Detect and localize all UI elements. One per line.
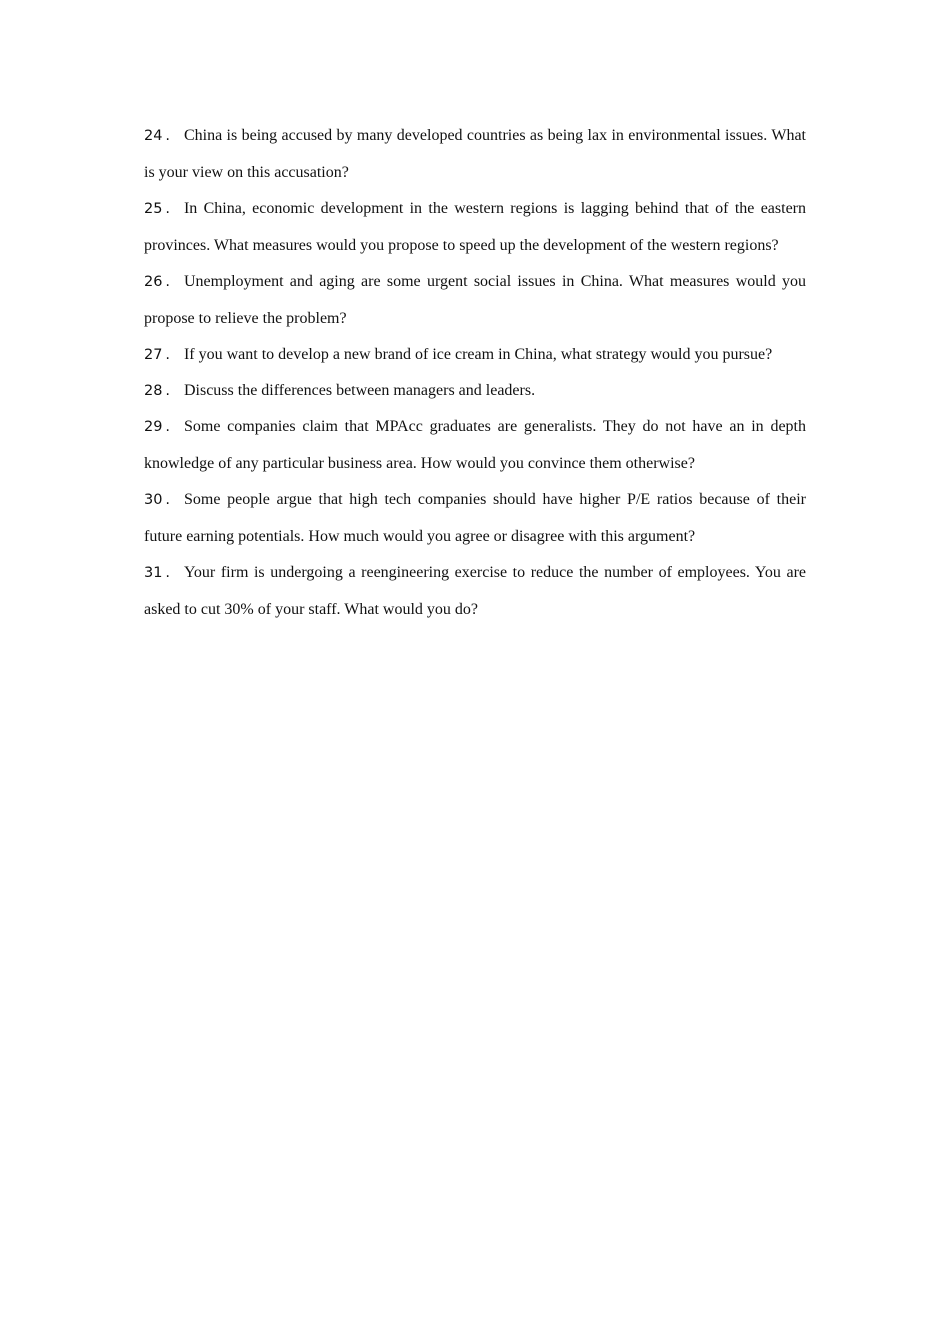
question-text: Discuss the differences between managers and leaders. [183,382,536,399]
question-text: Some companies claim that MPAcc graduates are generalists. They do not have an in depth knowledge of any particular business area. How would you convince them otherwise? [144,418,806,472]
question-text: China is being accused by many developed countries as being lax in environmental issues. What is your view on this accusation? [144,127,806,181]
question-number: 25 . [144,201,170,217]
question-number: 29 . [144,419,170,435]
question-text: Your firm is undergoing a reengineering exercise to reduce the number of employees. You are asked to cut 30% of your staff. What would you do? [144,564,806,618]
question-item [144,409,806,482]
question-item [144,373,806,409]
question-text: In China, economic development in the western regions is lagging behind that of the eastern provinces. What measures would you propose to speed up the development of the western regions? [144,200,806,254]
question-item [144,118,806,191]
question-number: 31 . [144,565,170,581]
question-item [144,555,806,628]
question-number: 28 . [144,383,170,399]
question-number: 26 . [144,274,170,290]
question-item [144,482,806,555]
question-text: Unemployment and aging are some urgent social issues in China. What measures would you propose to relieve the problem? [144,273,806,327]
question-text: If you want to develop a new brand of ice cream in China, what strategy would you pursue? [183,346,773,363]
question-item [144,191,806,264]
question-number: 30 . [144,492,170,508]
question-item [144,337,806,373]
question-number: 27 . [144,347,170,363]
question-number: 24 . [144,128,170,144]
question-text: Some people argue that high tech companies should have higher P/E ratios because of their future earning potentials. How much would you agree or disagree with this argument? [144,491,806,545]
question-item [144,264,806,337]
document-page [144,118,806,628]
